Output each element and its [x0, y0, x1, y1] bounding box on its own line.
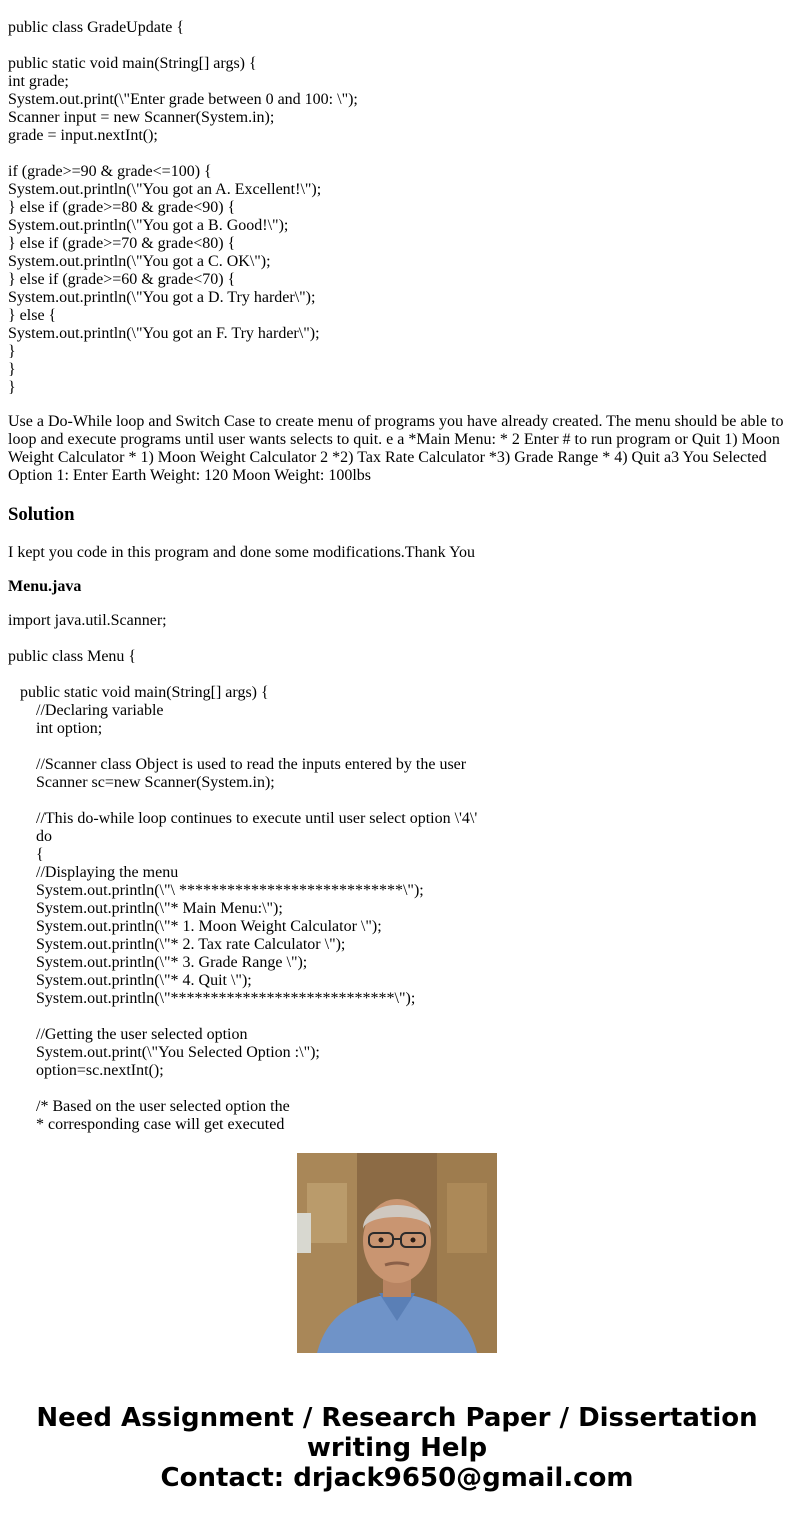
- document-content: [8, 0, 786, 1133]
- code-line: int grade;: [8, 73, 69, 90]
- code-line: Scanner sc=new Scanner(System.in);: [8, 774, 275, 791]
- code-line: System.out.println(\"* 3. Grade Range \");: [8, 954, 308, 971]
- code-line: }: [8, 343, 16, 360]
- code-line: System.out.println(\"You got an A. Excellent!\");: [8, 181, 322, 198]
- code-line: Scanner input = new Scanner(System.in);: [8, 109, 275, 126]
- code-block-grade-update: [8, 19, 786, 397]
- author-photo: [297, 1153, 497, 1353]
- code-line: System.out.println(\"* 1. Moon Weight Calculator \");: [8, 918, 382, 935]
- portrait-image: [297, 1153, 497, 1353]
- code-line: //Getting the user selected option: [8, 1026, 248, 1043]
- code-line: //Scanner class Object is used to read the inputs entered by the user: [8, 756, 467, 773]
- code-line: System.out.println(\"****************************\");: [8, 990, 416, 1007]
- promo-banner: [0, 1403, 794, 1493]
- code-line: [8, 792, 786, 810]
- banner-contact: Contact: drjack9650@gmail.com: [160, 1463, 634, 1493]
- code-line: System.out.println(\"* 2. Tax rate Calculator \");: [8, 936, 346, 953]
- code-block-menu: [8, 612, 786, 1134]
- code-line: }: [8, 379, 16, 396]
- code-line: public class Menu {: [8, 648, 137, 665]
- code-line: grade = input.nextInt();: [8, 127, 158, 144]
- solution-intro: I kept you code in this program and done some modifications.Thank You: [8, 544, 476, 561]
- code-line: } else {: [8, 307, 57, 324]
- code-line: System.out.println(\"You got a D. Try harder\");: [8, 289, 316, 306]
- code-line: [8, 37, 786, 55]
- banner-line-2: writing Help: [306, 1433, 488, 1463]
- code-line: /* Based on the user selected option the: [8, 1098, 290, 1115]
- file-label: Menu.java: [8, 578, 82, 595]
- code-line: } else if (grade>=80 & grade<90) {: [8, 199, 236, 216]
- code-line: {: [8, 846, 44, 863]
- code-line: System.out.println(\"* 4. Quit \");: [8, 972, 252, 989]
- code-line: import java.util.Scanner;: [8, 612, 167, 629]
- code-line: }: [8, 361, 16, 378]
- code-line: int option;: [8, 720, 103, 737]
- code-line: System.out.println(\"\ ****************************\");: [8, 882, 424, 899]
- code-line: [8, 738, 786, 756]
- code-line: public static void main(String[] args) {: [8, 55, 257, 72]
- code-line: [8, 630, 786, 648]
- code-line: //Displaying the menu: [8, 864, 179, 881]
- code-line: System.out.println(\"* Main Menu:\");: [8, 900, 283, 917]
- code-line: public static void main(String[] args) {: [8, 684, 269, 701]
- code-line: [8, 145, 786, 163]
- code-line: if (grade>=90 & grade<=100) {: [8, 163, 212, 180]
- code-line: option=sc.nextInt();: [8, 1062, 164, 1079]
- question-text: Use a Do-While loop and Switch Case to create menu of programs you have already created. The menu should be able to loop and execute programs until user wants selects to quit. e a *Main Menu: * 2 Enter # to run program or Quit 1) Moon Weight Calculator * 1) Moon Weight Calculator 2 *2) Tax Rate Calculator *3) Grade Range * 4) Quit a3 You Selected Option 1: Enter Earth Weight: 120 Moon Weight: 100lbs: [8, 413, 784, 484]
- code-line: //This do-while loop continues to execute until user select option \'4\': [8, 810, 478, 827]
- code-line: System.out.print(\"You Selected Option :\");: [8, 1044, 320, 1061]
- code-line: System.out.println(\"You got a C. OK\");: [8, 253, 271, 270]
- code-line: } else if (grade>=60 & grade<70) {: [8, 271, 236, 288]
- solution-heading: Solution: [8, 504, 75, 525]
- code-line: System.out.print(\"Enter grade between 0 and 100: \");: [8, 91, 358, 108]
- code-line: do: [8, 828, 52, 845]
- code-line: System.out.println(\"You got a B. Good!\");: [8, 217, 289, 234]
- code-line: //Declaring variable: [8, 702, 164, 719]
- code-line: public class GradeUpdate {: [8, 19, 185, 36]
- code-line: System.out.println(\"You got an F. Try harder\");: [8, 325, 320, 342]
- banner-line-1: Need Assignment / Research Paper / Dissertation: [36, 1403, 758, 1433]
- code-line: } else if (grade>=70 & grade<80) {: [8, 235, 236, 252]
- code-line: [8, 1080, 786, 1098]
- code-line: * corresponding case will get executed: [8, 1116, 285, 1133]
- code-line: [8, 666, 786, 684]
- code-line: [8, 1008, 786, 1026]
